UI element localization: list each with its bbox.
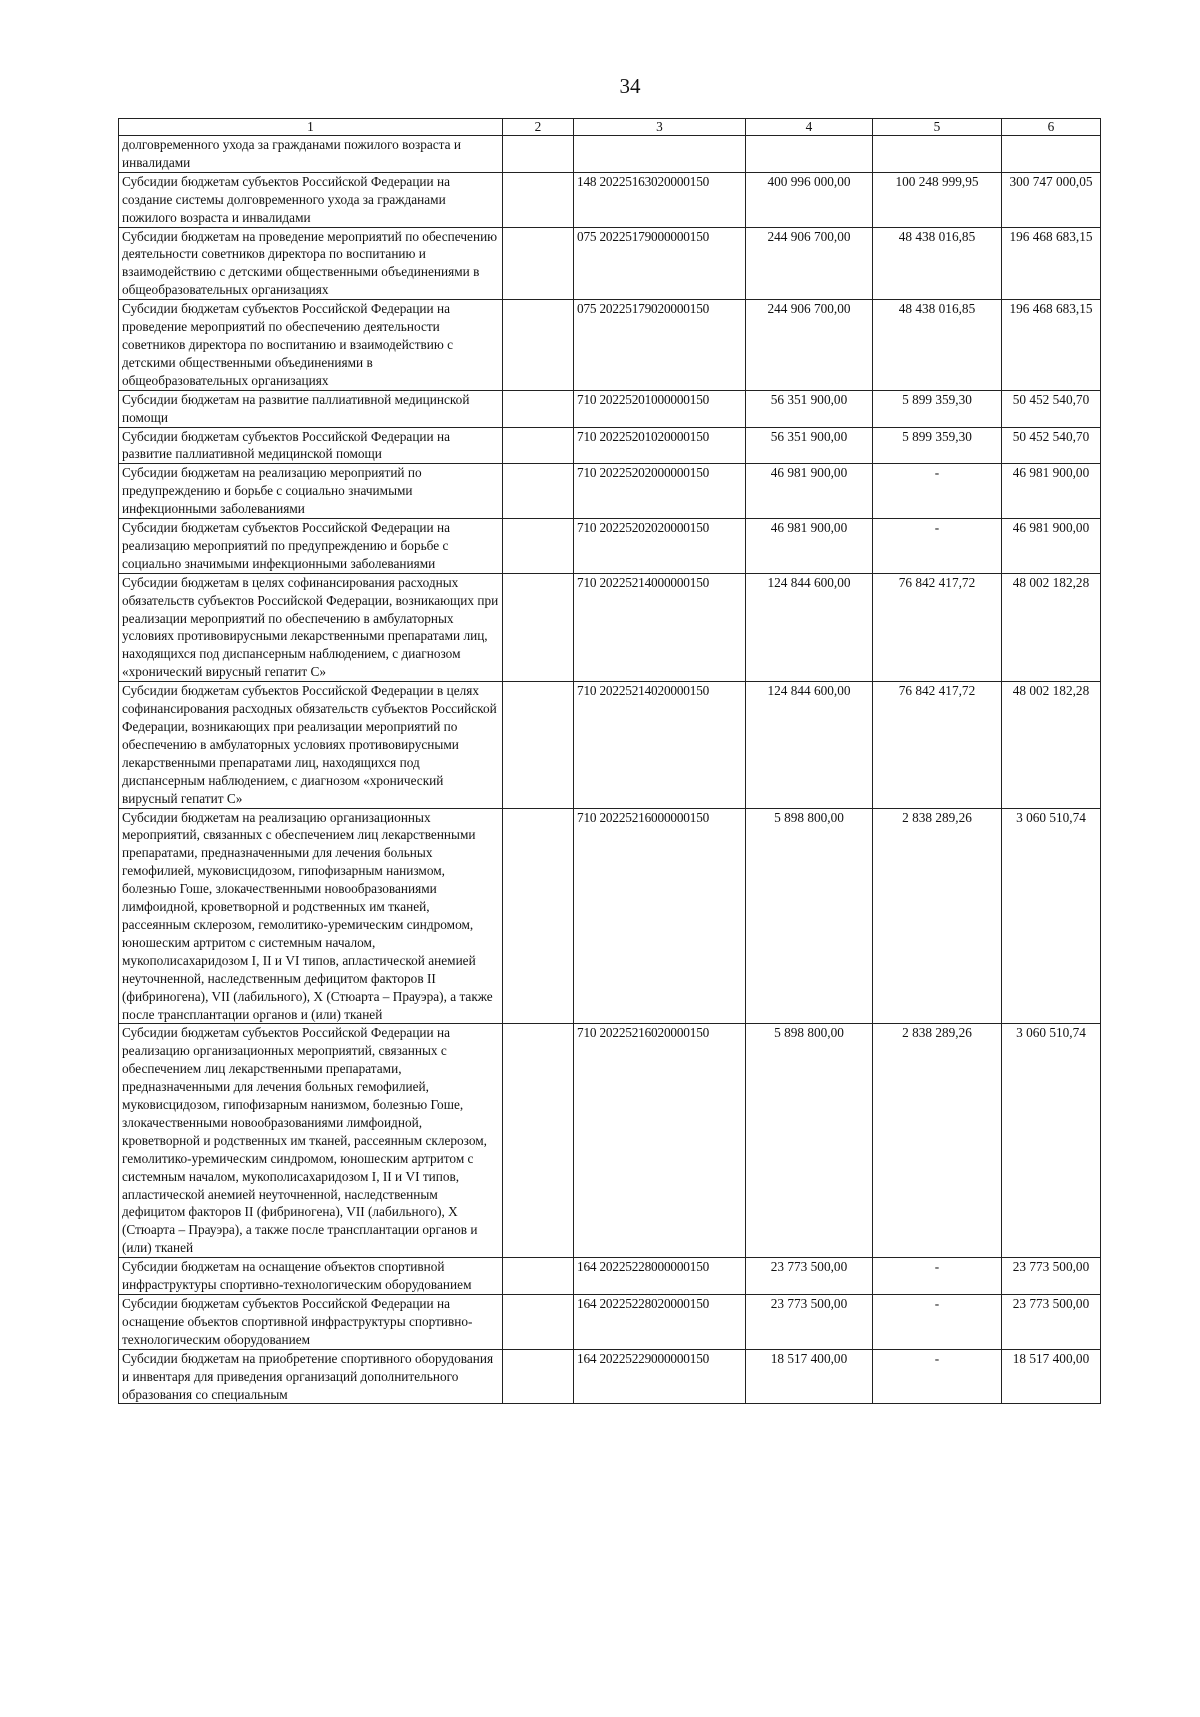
table-row bbox=[119, 808, 1101, 1024]
column-header: 3 bbox=[574, 119, 746, 136]
cell-code bbox=[574, 136, 746, 173]
cell-col2 bbox=[503, 172, 574, 227]
cell-name: Субсидии бюджетам субъектов Российской Федерации на оснащение объектов спортивной инфраструктуры спортивно-технологическим оборудованием bbox=[119, 1295, 503, 1350]
cell-col6: 48 002 182,28 bbox=[1002, 682, 1101, 808]
cell-col2 bbox=[503, 300, 574, 391]
cell-col5: 76 842 417,72 bbox=[873, 682, 1002, 808]
cell-name: Субсидии бюджетам на приобретение спортивного оборудования и инвентаря для приведения организаций дополнительного образования со специальным bbox=[119, 1349, 503, 1404]
cell-col5: - bbox=[873, 519, 1002, 574]
cell-col6: 23 773 500,00 bbox=[1002, 1258, 1101, 1295]
cell-col5: - bbox=[873, 1295, 1002, 1350]
cell-code: 710 20225214020000150 bbox=[574, 682, 746, 808]
cell-code: 710 20225216020000150 bbox=[574, 1024, 746, 1258]
cell-col4 bbox=[746, 136, 873, 173]
cell-col6: 18 517 400,00 bbox=[1002, 1349, 1101, 1404]
cell-col5: 2 838 289,26 bbox=[873, 1024, 1002, 1258]
cell-code: 710 20225216000000150 bbox=[574, 808, 746, 1024]
cell-code: 164 20225228020000150 bbox=[574, 1295, 746, 1350]
column-header: 6 bbox=[1002, 119, 1101, 136]
cell-col5: 5 899 359,30 bbox=[873, 427, 1002, 464]
cell-col6: 3 060 510,74 bbox=[1002, 1024, 1101, 1258]
cell-name: Субсидии бюджетам субъектов Российской Федерации на проведение мероприятий по обеспечению деятельности советников директора по воспитанию и взаимодействию с детскими общественными объединениями в общеобразовательных организациях bbox=[119, 300, 503, 391]
cell-col6: 300 747 000,05 bbox=[1002, 172, 1101, 227]
budget-table bbox=[118, 118, 1101, 1404]
cell-col2 bbox=[503, 1295, 574, 1350]
cell-col5: - bbox=[873, 1349, 1002, 1404]
cell-col4: 5 898 800,00 bbox=[746, 808, 873, 1024]
cell-col5: 5 899 359,30 bbox=[873, 390, 1002, 427]
cell-col2 bbox=[503, 682, 574, 808]
page-number: 34 bbox=[619, 74, 641, 98]
cell-code: 710 20225202000000150 bbox=[574, 464, 746, 519]
column-header: 4 bbox=[746, 119, 873, 136]
cell-col2 bbox=[503, 808, 574, 1024]
cell-col2 bbox=[503, 227, 574, 300]
cell-col5: 100 248 999,95 bbox=[873, 172, 1002, 227]
cell-col4: 5 898 800,00 bbox=[746, 1024, 873, 1258]
table-row bbox=[119, 300, 1101, 391]
cell-name: Субсидии бюджетам на реализацию мероприятий по предупреждению и борьбе с социально значимыми инфекционными заболеваниями bbox=[119, 464, 503, 519]
cell-col4: 46 981 900,00 bbox=[746, 464, 873, 519]
table-row bbox=[119, 427, 1101, 464]
table-row bbox=[119, 519, 1101, 574]
cell-name: Субсидии бюджетам на проведение мероприятий по обеспечению деятельности советников директора по воспитанию и взаимодействию с детскими общественными объединениями в общеобразовательных организациях bbox=[119, 227, 503, 300]
cell-col5: 48 438 016,85 bbox=[873, 300, 1002, 391]
table-row bbox=[119, 172, 1101, 227]
cell-code: 710 20225201020000150 bbox=[574, 427, 746, 464]
cell-col2 bbox=[503, 136, 574, 173]
cell-name: Субсидии бюджетам субъектов Российской Федерации на развитие паллиативной медицинской помощи bbox=[119, 427, 503, 464]
cell-name: Субсидии бюджетам субъектов Российской Федерации на создание системы долговременного ухода за гражданами пожилого возраста и инвалидами bbox=[119, 172, 503, 227]
table-body bbox=[119, 136, 1101, 1404]
cell-code: 710 20225202020000150 bbox=[574, 519, 746, 574]
cell-col4: 46 981 900,00 bbox=[746, 519, 873, 574]
cell-col5 bbox=[873, 136, 1002, 173]
cell-col4: 124 844 600,00 bbox=[746, 682, 873, 808]
cell-name: долговременного ухода за гражданами пожилого возраста и инвалидами bbox=[119, 136, 503, 173]
cell-col6: 46 981 900,00 bbox=[1002, 464, 1101, 519]
table-row bbox=[119, 227, 1101, 300]
cell-col6 bbox=[1002, 136, 1101, 173]
table-row bbox=[119, 390, 1101, 427]
cell-code: 164 20225229000000150 bbox=[574, 1349, 746, 1404]
cell-code: 710 20225214000000150 bbox=[574, 573, 746, 681]
cell-col2 bbox=[503, 1024, 574, 1258]
cell-col6: 50 452 540,70 bbox=[1002, 427, 1101, 464]
cell-code: 164 20225228000000150 bbox=[574, 1258, 746, 1295]
cell-code: 075 20225179020000150 bbox=[574, 300, 746, 391]
cell-col6: 196 468 683,15 bbox=[1002, 227, 1101, 300]
cell-col4: 244 906 700,00 bbox=[746, 227, 873, 300]
table-row bbox=[119, 1024, 1101, 1258]
cell-code: 148 20225163020000150 bbox=[574, 172, 746, 227]
column-header: 5 bbox=[873, 119, 1002, 136]
cell-col5: 48 438 016,85 bbox=[873, 227, 1002, 300]
table-row bbox=[119, 1295, 1101, 1350]
cell-col2 bbox=[503, 464, 574, 519]
cell-col6: 196 468 683,15 bbox=[1002, 300, 1101, 391]
table-row bbox=[119, 464, 1101, 519]
cell-col5: 2 838 289,26 bbox=[873, 808, 1002, 1024]
cell-name: Субсидии бюджетам на реализацию организационных мероприятий, связанных с обеспечением лиц лекарственными препаратами, предназначенными для лечения больных гемофилией, муковисцидозом, гипофизарным нанизмом, болезнью Гоше, злокачественными новообразованиями лимфоидной, кроветворной и родственных им тканей, рассеянным склерозом, гемолитико-уремическим синдромом, юношеским артритом с системным началом, мукополисахаридозом I, II и VI типов, апластической анемией неуточненной, наследственным дефицитом факторов II (фибриногена), VII (лабильного), X (Стюарта – Прауэра), а также после трансплантации органов и (или) тканей bbox=[119, 808, 503, 1024]
cell-name: Субсидии бюджетам на развитие паллиативной медицинской помощи bbox=[119, 390, 503, 427]
cell-code: 710 20225201000000150 bbox=[574, 390, 746, 427]
table-row bbox=[119, 1258, 1101, 1295]
cell-col6: 3 060 510,74 bbox=[1002, 808, 1101, 1024]
cell-col4: 244 906 700,00 bbox=[746, 300, 873, 391]
cell-code: 075 20225179000000150 bbox=[574, 227, 746, 300]
cell-name: Субсидии бюджетам в целях софинансирования расходных обязательств субъектов Российской Федерации, возникающих при реализации мероприятий по обеспечению в амбулаторных условиях противовирусными лекарственными препаратами лиц, находящихся под диспансерным наблюдением, с диагнозом «хронический вирусный гепатит С» bbox=[119, 573, 503, 681]
cell-col2 bbox=[503, 573, 574, 681]
cell-col2 bbox=[503, 1258, 574, 1295]
cell-col4: 23 773 500,00 bbox=[746, 1258, 873, 1295]
header-row bbox=[119, 119, 1101, 136]
cell-name: Субсидии бюджетам на оснащение объектов спортивной инфраструктуры спортивно-технологическим оборудованием bbox=[119, 1258, 503, 1295]
cell-col4: 124 844 600,00 bbox=[746, 573, 873, 681]
table-row bbox=[119, 1349, 1101, 1404]
cell-name: Субсидии бюджетам субъектов Российской Федерации в целях софинансирования расходных обязательств субъектов Российской Федерации, возникающих при реализации мероприятий по обеспечению в амбулаторных условиях противовирусными лекарственными препаратами лиц, находящихся под диспансерным наблюдением, с диагнозом «хронический вирусный гепатит С» bbox=[119, 682, 503, 808]
cell-name: Субсидии бюджетам субъектов Российской Федерации на реализацию мероприятий по предупреждению и борьбе с социально значимыми инфекционными заболеваниями bbox=[119, 519, 503, 574]
column-header: 1 bbox=[119, 119, 503, 136]
cell-col4: 23 773 500,00 bbox=[746, 1295, 873, 1350]
cell-col6: 23 773 500,00 bbox=[1002, 1295, 1101, 1350]
cell-col2 bbox=[503, 519, 574, 574]
cell-col5: - bbox=[873, 464, 1002, 519]
cell-col5: - bbox=[873, 1258, 1002, 1295]
cell-col2 bbox=[503, 427, 574, 464]
cell-col4: 56 351 900,00 bbox=[746, 390, 873, 427]
cell-col2 bbox=[503, 390, 574, 427]
cell-col6: 46 981 900,00 bbox=[1002, 519, 1101, 574]
table-row bbox=[119, 573, 1101, 681]
column-header: 2 bbox=[503, 119, 574, 136]
cell-col6: 50 452 540,70 bbox=[1002, 390, 1101, 427]
table-row bbox=[119, 136, 1101, 173]
table-row bbox=[119, 682, 1101, 808]
cell-col6: 48 002 182,28 bbox=[1002, 573, 1101, 681]
cell-col4: 56 351 900,00 bbox=[746, 427, 873, 464]
cell-col4: 400 996 000,00 bbox=[746, 172, 873, 227]
cell-name: Субсидии бюджетам субъектов Российской Федерации на реализацию организационных мероприятий, связанных с обеспечением лиц лекарственными препаратами, предназначенными для лечения больных гемофилией, муковисцидозом, гипофизарным нанизмом, болезнью Гоше, злокачественными новообразованиями лимфоидной, кроветворной и родственных им тканей, рассеянным склерозом, гемолитико-уремическим синдромом, юношеским артритом с системным началом, мукополисахаридозом I, II и VI типов, апластической анемией неуточненной, наследственным дефицитом факторов II (фибриногена), VII (лабильного), X (Стюарта – Прауэра), а также после трансплантации органов и (или) тканей bbox=[119, 1024, 503, 1258]
cell-col2 bbox=[503, 1349, 574, 1404]
cell-col4: 18 517 400,00 bbox=[746, 1349, 873, 1404]
cell-col5: 76 842 417,72 bbox=[873, 573, 1002, 681]
